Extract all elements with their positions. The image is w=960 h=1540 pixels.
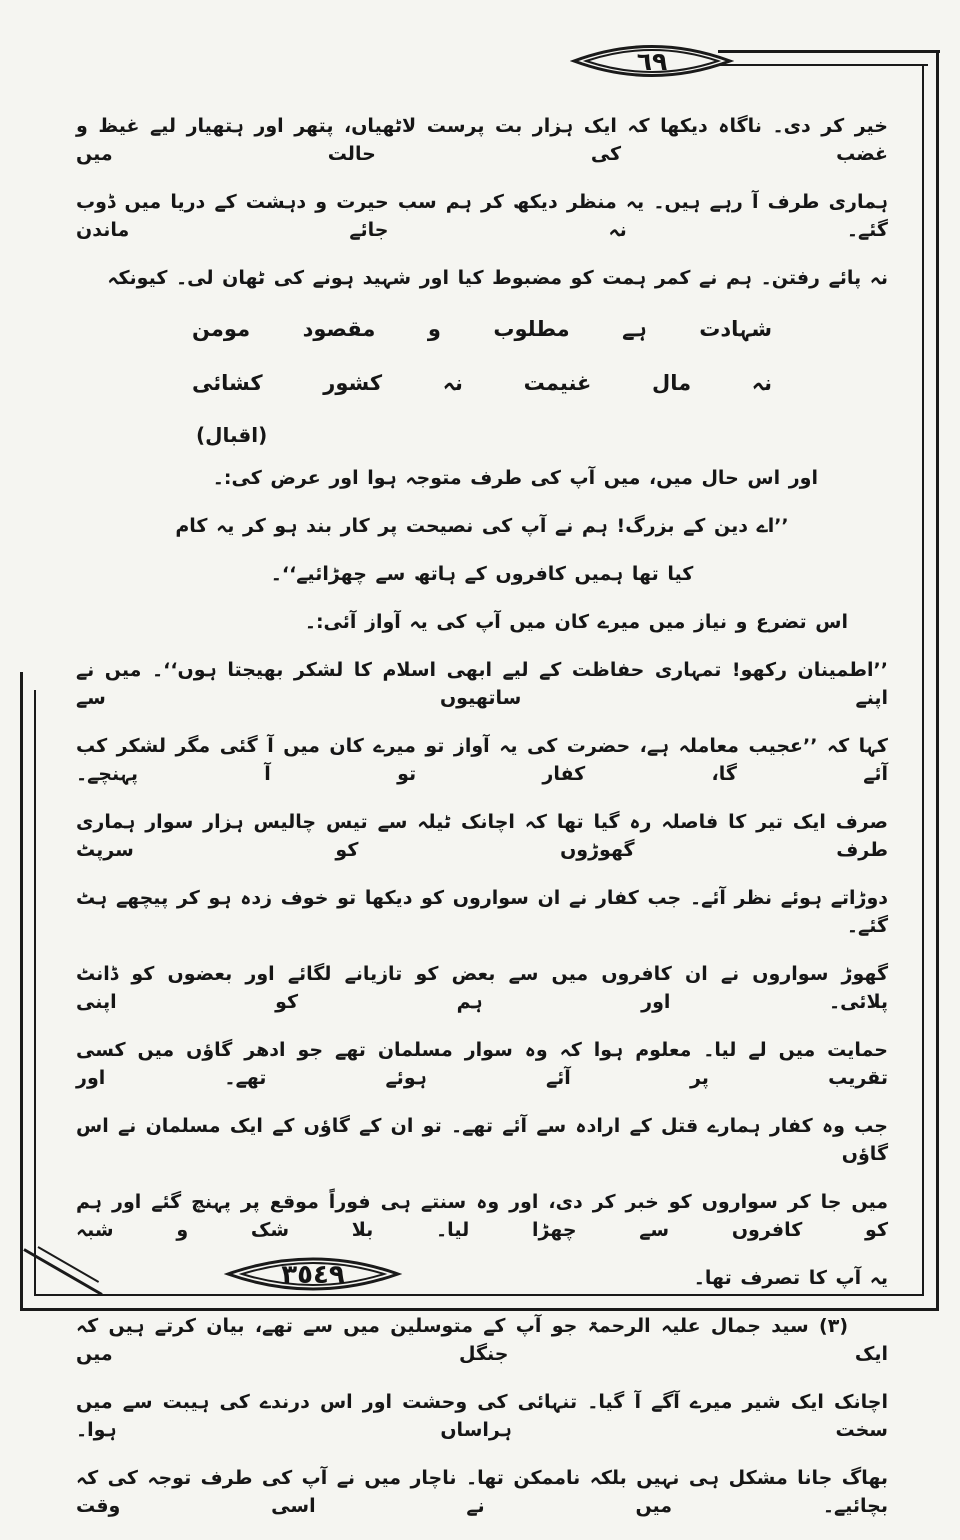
body-text-line-15: (۳) سید جمال علیہ الرحمۃ جو آپ کے متوسلین میں سے تھے، بیان کرتے ہیں کہ ایک جنگل میں: [76, 1315, 888, 1365]
body-text-line-6: ’’اطمینان رکھو! تمہاری حفاظت کے لیے ابھی اسلام کا لشکر بھیجتا ہوں‘‘۔ میں نے اپنے ساتھیوں سے: [76, 659, 888, 709]
body-text-line-7: کہا کہ ’’عجیب معاملہ ہے، حضرت کی یہ آواز تو میرے کان میں آ گئی مگر لشکر کب آئے گا، کفار تو آ پہنچے۔: [76, 735, 888, 785]
body-text-line-9: دوڑاتے ہوئے نظر آئے۔ جب کفار نے ان سواروں کو دیکھا تو خوف زدہ ہو کر پیچھے ہٹ گئے۔: [76, 887, 888, 937]
frame-right-line-inner: [922, 64, 924, 1296]
body-text-line-8: صرف ایک تیر کا فاصلہ رہ گیا تھا کہ اچانک ٹیلہ سے تیس چالیس ہزار سوار ہماری طرف گھوڑوں کو سرپٹ: [76, 811, 888, 861]
body-text-line-14: یہ آپ کا تصرف تھا۔: [693, 1267, 888, 1289]
poem-verse-1: شہادت ہے مطلوب و مقصود مومن: [192, 317, 772, 341]
page-body-text: [76, 112, 888, 1540]
page-number-top: ٦٩: [636, 47, 668, 76]
frame-right-line-outer: [936, 50, 939, 1310]
poem-attribution: (اقبال): [196, 423, 268, 447]
body-text-line-17: بھاگ جانا مشکل ہی نہیں بلکہ ناممکن تھا۔ ناچار میں نے آپ کی طرف توجہ کی کہ بچائیے۔ میں نے اسی وقت: [76, 1467, 888, 1517]
top-page-number-cartouche: [570, 32, 734, 90]
body-text-line-11: حمایت میں لے لیا۔ معلوم ہوا کہ وہ سوار مسلمان تھے جو ادھر گاؤں میں کسی تقریب پر آئے ہوئے تھے۔ اور: [76, 1039, 888, 1089]
body-text-line-3: نہ پائے رفتن۔ ہم نے کمر ہمت کو مضبوط کیا اور شہید ہونے کی ٹھان لی۔ کیونکہ: [107, 267, 888, 289]
quote-line-2: کیا تھا ہمیں کافروں کے ہاتھ سے چھڑائیے‘‘۔: [270, 563, 694, 585]
frame-top-line-outer: [718, 50, 940, 53]
poem-couplet: [192, 312, 772, 450]
body-text-line-4: اور اس حال میں، میں آپ کی طرف متوجہ ہوا اور عرض کی:۔: [212, 467, 818, 489]
poem-verse-2: نہ مال غنیمت نہ کشور کشائی: [192, 371, 772, 395]
body-text-line-10: گھوڑ سواروں نے ان کافروں میں سے بعض کو تازیانے لگائے اور بعضوں کو ڈانٹ پلائی۔ اور ہم کو اپنی: [76, 963, 888, 1013]
body-text-line-16: اچانک ایک شیر میرے آگے آ گیا۔ تنہائی کی وحشت اور اس درندے کی ہیبت سے میں سخت ہراساں ہوا۔: [76, 1391, 888, 1441]
body-text-line-1: خیر کر دی۔ ناگاہ دیکھا کہ ایک ہزار بت پرست لاٹھیاں، پتھر اور ہتھیار لیے غیظ و غضب کی حالت میں: [76, 115, 888, 165]
body-text-line-5: اس تضرع و نیاز میں میرے کان میں آپ کی یہ آواز آئی:۔: [304, 611, 848, 633]
frame-left-line-inner: [34, 690, 36, 1296]
frame-top-line-inner: [718, 64, 928, 66]
frame-left-line-outer: [20, 672, 23, 1311]
body-text-line-12: جب وہ کفار ہمارے قتل کے ارادہ سے آئے تھے۔ تو ان کے گاؤں کے ایک مسلمان نے اس گاؤں: [76, 1115, 888, 1165]
page-number-bottom: ٣٥٤٩: [281, 1260, 345, 1290]
body-text-line-2: ہماری طرف آ رہے ہیں۔ یہ منظر دیکھ کر ہم سب حیرت و دہشت کے دریا میں ڈوب گئے۔ نہ جائے ماندن: [76, 191, 888, 241]
quote-line-1: ’’اے دین کے بزرگ! ہم نے آپ کی نصیحت پر کار بند ہو کر یہ کام: [175, 515, 789, 537]
body-text-line-13: میں جا کر سواروں کو خبر کر دی، اور وہ سنتے ہی فوراً موقع پر پہنچ گئے اور ہم کو کافروں سے چھڑا لیا۔ بلا شک و شبہ: [76, 1191, 888, 1241]
